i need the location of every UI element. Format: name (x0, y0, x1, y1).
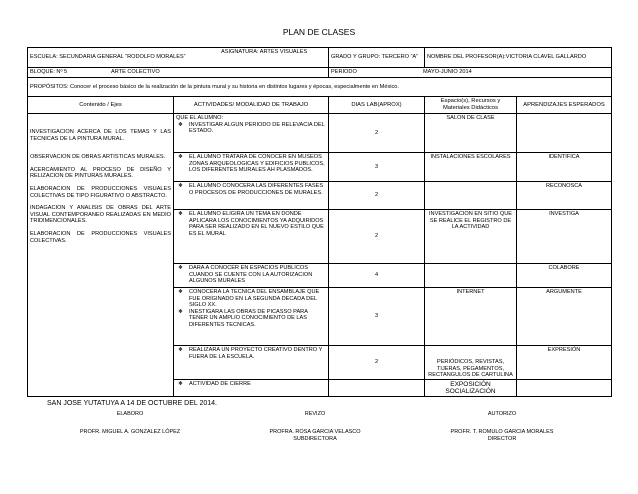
content-item: ACERCAMIENTO AL PROCESO DE DISEÑO Y RELIZACION DE PINTURAS MURALES. (30, 166, 171, 180)
resource-cell: EXPOSICIÓN SOCIALIZACIÓN (425, 380, 517, 397)
period-value: MAYO-JUNIO 2014 (423, 69, 472, 75)
activity-intro: QUE EL ALUMNO: (176, 115, 224, 121)
days-cell: 2 (329, 114, 425, 153)
learning-cell: INVESTIGA (517, 210, 612, 264)
school-cell (28, 48, 329, 68)
reviso-role: SUBDIRECTORA (293, 436, 337, 442)
elaboro-name: PROFR. MIGUEL A. GONZALEZ LÓPEZ (79, 429, 181, 435)
resource-cell (425, 264, 517, 288)
content-item: OBSERVACION DE OBRAS ARTISTICAS MURALES. (30, 154, 166, 161)
school-name: ESCUELA: SECUNDARIA GENERAL “RODOLFO MORALES” (30, 54, 186, 61)
autorizo-name: PROFR. T. ROMULO GARCIA MORALES (450, 429, 554, 435)
reviso-name: PROFRA. ROSA GARCIA VELASCO (269, 429, 361, 435)
content-item: INDAGACION Y ANALISIS DE OBRAS DEL ARTE VISUAL CONTEMPORANEO REALIZADAS EN MEDIO TRIDIMENCIONALES. (30, 205, 171, 225)
purpose: PROPÓSITOS: Conocer el proceso básico de la realización de la pintura mural y su historia en distintos lugares y épocas, especialmente en México. (28, 78, 612, 97)
activity-item: ❖ CONOCERA LA TECNICA DEL ENSAMBLAJE QUE FUE ORIGINADO EN LA SEGUNDA DECADA DEL SIGLO XX. (176, 289, 326, 309)
activity-item: ❖ DARA A CONOCER EN ESPACIOS PUBLICOS CUANDO SE CUENTE CON LA AUTORIZACION ALGUNOS MURALES (176, 265, 326, 285)
subject-label: ASIGNATURA: ARTES VISUALES (221, 49, 308, 55)
elaboro-label: ELABORO (116, 411, 144, 417)
resource-cell: INTERNET (425, 288, 517, 346)
activity-item: ❖ EL ALUMNO ELIGIRA UN TEMA EN DONDE APLICARA LOS CONOCIMIENTOS YA ADQUIRIDOS PARA SER REALIZADO EN EL NUEVO ESTILO QUE ES EL MURAL (176, 211, 326, 237)
activity-cell (174, 346, 329, 380)
days-cell: 3 (329, 153, 425, 182)
activity-cell (174, 153, 329, 182)
resource-cell: INVESTIGACION EN SITIO QUE SE REALICE EL REGISTRO DE LA ACTIVIDAD (425, 210, 517, 264)
period-label: PERIODO (331, 69, 357, 76)
activity-item: ❖ EL ALUMNO CONOCERA LAS DIFERENTES FASES O PROCESOS DE PRODUCCIONES DE MURALES. (176, 183, 326, 196)
activity-cell (174, 182, 329, 210)
col-contenido: Contenido / Ejes (28, 97, 174, 114)
days-cell: 2 (329, 182, 425, 210)
signature-elaboro (90, 411, 170, 418)
content-cell (28, 114, 174, 397)
autorizo-role: DIRECTOR (487, 436, 517, 442)
col-actividades: ACTIVIDADES/ MODALIDAD DE TRABAJO (174, 97, 329, 114)
learning-cell (517, 114, 612, 153)
resource-cell (425, 182, 517, 210)
teacher-name: NOMBRE DEL PROFESOR(A):VICTORIA CLAVEL GALLARDO (425, 48, 612, 68)
activity-item: ❖ INESTIGARA LAS OBRAS DE PICASSO PARA TENER UN AMPLIO CONOCIMIENTO DE LAS DIFERENTES TECNICAS. (176, 309, 326, 329)
learning-cell: ARGUMENTE (517, 288, 612, 346)
block-cell (28, 68, 329, 78)
days-cell: 4 (329, 264, 425, 288)
grade-group: GRADO Y GRUPO: TERCERO “A” (329, 48, 425, 68)
col-espacios: Espacio(s), Recursos y Materiales Didácticos (425, 97, 517, 114)
activity-item: ❖ INVESTIGAR ALGUN PERIODO DE RELEVACIA DEL ESTADO. (176, 122, 326, 135)
learning-cell: COLABORE (517, 264, 612, 288)
place-date: SAN JOSE YUTATUYA A 14 DE OCTUBRE DEL 2014. (47, 400, 218, 407)
activity-item: ❖ REALIZARA UN PROYECTO CREATIVO DENTRO Y FUERA DE LA ESCUELA. (176, 347, 326, 360)
signature-reviso (245, 429, 385, 443)
learning-cell (517, 380, 612, 397)
activity-cell (174, 264, 329, 288)
activity-item: ❖ EL ALUMNO TRATARA DE CONOCER EN MUSEOS ZONAS ARQUEOLOGICAS Y EDIFICIOS PUBLICOS, LOS DIFERENTES MURALES AH PLASMADOS. (176, 154, 326, 174)
col-aprendizajes: APRENDIZAJES ESPERADOS (517, 97, 612, 114)
activity-cell (174, 210, 329, 264)
page-title: PLAN DE CLASES (282, 27, 356, 37)
days-cell: 2 (329, 210, 425, 264)
period-cell (329, 68, 612, 78)
signature-autorizo (420, 429, 584, 443)
activity-item: ❖ ACTIVIDAD DE CIERRE (176, 381, 326, 388)
content-item: ELABORACION DE PRODUCCIONES VISUALES COLECTIVAS DE TIPO FIGURATIVO O ABSTRACTO. (30, 185, 171, 199)
autorizo-label: AUTORIZO (487, 411, 517, 417)
block-name: ARTE COLECTIVO (111, 69, 160, 75)
days-cell: 3 (329, 288, 425, 346)
content-item: ELABORACION DE PRODUCCIONES VISUALES COLECTIVAS. (30, 230, 171, 244)
days-cell (329, 380, 425, 397)
days-cell: 2 (329, 346, 425, 380)
activity-cell (174, 288, 329, 346)
resource-cell: PERIÓDICOS, REVISTAS, TIJERAS, PEGAMENTOS, RECTANGULOS DE CARTULINA (425, 346, 517, 380)
activity-cell (174, 380, 329, 397)
learning-cell: IDENTIFICA (517, 153, 612, 182)
resource-cell: INSTALACIONES ESCOLARES (425, 153, 517, 182)
resource-cell: SALON DE CLASE (425, 114, 517, 153)
block-number: BLOQUE: Nº 5 (30, 69, 68, 76)
activity-cell (174, 114, 329, 153)
learning-cell: EXPRESIÓN (517, 346, 612, 380)
content-item: INVESTIGACION ACERCA DE LOS TEMAS Y LAS TECNICAS DE LA PINTURA MURAL. (30, 129, 171, 142)
learning-cell: RECONOSCA (517, 182, 612, 210)
col-dias: DIAS LAB(APROX) (329, 97, 425, 114)
lesson-plan-table (27, 47, 612, 397)
reviso-label: REVIZO (304, 411, 326, 417)
